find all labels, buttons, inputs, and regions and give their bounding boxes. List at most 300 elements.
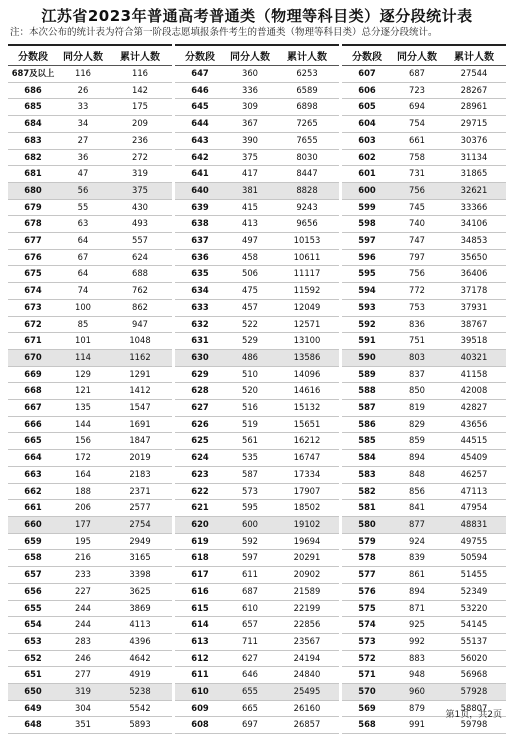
cumulative-count-cell: 430 [108, 199, 172, 216]
cumulative-count-cell: 557 [108, 233, 172, 250]
score-cell: 640 [175, 182, 225, 199]
same-score-count-cell: 894 [392, 583, 442, 600]
same-score-count-cell: 26 [58, 82, 108, 99]
table-row [175, 116, 339, 133]
table-row [8, 182, 172, 199]
same-score-count-cell: 597 [225, 550, 275, 567]
same-score-count-cell: 797 [392, 249, 442, 266]
cumulative-count-cell: 58807 [442, 700, 506, 717]
score-cell: 577 [342, 567, 392, 584]
cumulative-count-cell: 10611 [275, 249, 339, 266]
table-row [175, 583, 339, 600]
same-score-count-cell: 877 [392, 516, 442, 533]
score-cell: 578 [342, 550, 392, 567]
cumulative-count-cell: 8030 [275, 149, 339, 166]
table-row [342, 233, 506, 250]
score-cell: 657 [8, 567, 58, 584]
score-cell: 687及以上 [8, 66, 58, 83]
table-row [175, 266, 339, 283]
score-cell: 594 [342, 283, 392, 300]
table-row [8, 233, 172, 250]
table-row [342, 400, 506, 417]
cumulative-count-cell: 32621 [442, 182, 506, 199]
cumulative-count-cell: 6253 [275, 66, 339, 83]
same-score-count-cell: 687 [225, 583, 275, 600]
table-row [342, 182, 506, 199]
table-row [175, 366, 339, 383]
table-row [8, 483, 172, 500]
table-row [175, 132, 339, 149]
table-row [8, 550, 172, 567]
table-row [175, 216, 339, 233]
table-row [342, 166, 506, 183]
cumulative-count-cell: 56020 [442, 650, 506, 667]
cumulative-count-cell: 762 [108, 283, 172, 300]
same-score-count-cell: 561 [225, 433, 275, 450]
table-row [175, 717, 339, 734]
table-row [8, 199, 172, 216]
score-cell: 632 [175, 316, 225, 333]
table-row [8, 316, 172, 333]
score-cell: 653 [8, 633, 58, 650]
table-row [175, 66, 339, 83]
cumulative-count-cell: 57928 [442, 684, 506, 701]
table-row [8, 216, 172, 233]
cumulative-count-cell: 2183 [108, 466, 172, 483]
score-cell: 627 [175, 400, 225, 417]
same-score-count-cell: 55 [58, 199, 108, 216]
cumulative-count-cell: 175 [108, 99, 172, 116]
score-cell: 612 [175, 650, 225, 667]
table-row [342, 132, 506, 149]
same-score-count-cell: 756 [392, 266, 442, 283]
score-cell: 669 [8, 366, 58, 383]
same-score-count-cell: 129 [58, 366, 108, 383]
table-row [8, 99, 172, 116]
score-cell: 592 [342, 316, 392, 333]
same-score-count-cell: 520 [225, 383, 275, 400]
cumulative-count-cell: 17907 [275, 483, 339, 500]
same-score-count-cell: 661 [392, 132, 442, 149]
cumulative-count-cell: 2949 [108, 533, 172, 550]
table-row [8, 667, 172, 684]
score-cell: 598 [342, 216, 392, 233]
cumulative-count-cell: 27544 [442, 66, 506, 83]
same-score-count-cell: 216 [58, 550, 108, 567]
table-row [342, 633, 506, 650]
cumulative-count-cell: 1291 [108, 366, 172, 383]
table-row [342, 116, 506, 133]
table-header-row [342, 45, 506, 66]
same-score-count-cell: 837 [392, 366, 442, 383]
cumulative-count-cell: 47113 [442, 483, 506, 500]
same-score-count-cell: 894 [392, 450, 442, 467]
score-table-1 [8, 44, 172, 734]
same-score-count-cell: 64 [58, 233, 108, 250]
table-row [175, 516, 339, 533]
cumulative-count-cell: 39518 [442, 333, 506, 350]
table-row [175, 567, 339, 584]
score-cell: 585 [342, 433, 392, 450]
cumulative-count-cell: 41158 [442, 366, 506, 383]
cumulative-count-cell: 6898 [275, 99, 339, 116]
same-score-count-cell: 413 [225, 216, 275, 233]
table-row [8, 249, 172, 266]
table-row [342, 249, 506, 266]
same-score-count-cell: 360 [225, 66, 275, 83]
score-cell: 583 [342, 466, 392, 483]
same-score-count-cell: 309 [225, 99, 275, 116]
cumulative-count-cell: 37931 [442, 299, 506, 316]
table-row [342, 383, 506, 400]
same-score-count-cell: 592 [225, 533, 275, 550]
table-row [342, 416, 506, 433]
score-cell: 626 [175, 416, 225, 433]
score-cell: 574 [342, 617, 392, 634]
table-row [175, 383, 339, 400]
score-cell: 611 [175, 667, 225, 684]
cumulative-count-cell: 29715 [442, 116, 506, 133]
cumulative-count-cell: 7265 [275, 116, 339, 133]
table-row [8, 583, 172, 600]
cumulative-count-cell: 16747 [275, 450, 339, 467]
table-row [175, 400, 339, 417]
score-cell: 672 [8, 316, 58, 333]
cumulative-count-cell: 8447 [275, 166, 339, 183]
same-score-count-cell: 246 [58, 650, 108, 667]
cumulative-count-cell: 8828 [275, 182, 339, 199]
cumulative-count-cell: 1547 [108, 400, 172, 417]
same-score-count-cell: 861 [392, 567, 442, 584]
table-row [175, 166, 339, 183]
table-row [342, 316, 506, 333]
cumulative-count-cell: 9656 [275, 216, 339, 233]
cumulative-count-cell: 2371 [108, 483, 172, 500]
cumulative-count-cell: 142 [108, 82, 172, 99]
same-score-count-cell: 841 [392, 500, 442, 517]
cumulative-count-cell: 21589 [275, 583, 339, 600]
table-row [175, 600, 339, 617]
same-score-count-cell: 646 [225, 667, 275, 684]
same-score-count-cell: 839 [392, 550, 442, 567]
score-cell: 682 [8, 149, 58, 166]
same-score-count-cell: 803 [392, 349, 442, 366]
same-score-count-cell: 836 [392, 316, 442, 333]
score-cell: 596 [342, 249, 392, 266]
tables-container [8, 44, 506, 734]
score-cell: 608 [175, 717, 225, 734]
table-row [342, 366, 506, 383]
score-cell: 629 [175, 366, 225, 383]
cumulative-count-cell: 26857 [275, 717, 339, 734]
table-row [8, 466, 172, 483]
same-score-count-cell: 510 [225, 366, 275, 383]
table-row [8, 266, 172, 283]
table-header-row [175, 45, 339, 66]
same-score-count-cell: 829 [392, 416, 442, 433]
same-score-count-cell: 206 [58, 500, 108, 517]
table-row [342, 283, 506, 300]
same-score-count-cell: 195 [58, 533, 108, 550]
cumulative-count-cell: 493 [108, 216, 172, 233]
cumulative-count-cell: 236 [108, 132, 172, 149]
score-cell: 659 [8, 533, 58, 550]
score-cell: 675 [8, 266, 58, 283]
cumulative-count-cell: 14096 [275, 366, 339, 383]
table-row [175, 450, 339, 467]
table-row [342, 466, 506, 483]
table-row [8, 366, 172, 383]
table-row [175, 316, 339, 333]
same-score-count-cell: 819 [392, 400, 442, 417]
table-row [342, 199, 506, 216]
same-score-count-cell: 871 [392, 600, 442, 617]
cumulative-count-cell: 13100 [275, 333, 339, 350]
table-row [8, 416, 172, 433]
column-header: 同分人数 [58, 45, 108, 66]
score-cell: 671 [8, 333, 58, 350]
same-score-count-cell: 34 [58, 116, 108, 133]
cumulative-count-cell: 116 [108, 66, 172, 83]
cumulative-count-cell: 947 [108, 316, 172, 333]
cumulative-count-cell: 5893 [108, 717, 172, 734]
table-row [8, 617, 172, 634]
cumulative-count-cell: 6589 [275, 82, 339, 99]
same-score-count-cell: 529 [225, 333, 275, 350]
table-row [175, 283, 339, 300]
same-score-count-cell: 36 [58, 149, 108, 166]
table-row [175, 233, 339, 250]
score-cell: 623 [175, 466, 225, 483]
cumulative-count-cell: 5542 [108, 700, 172, 717]
cumulative-count-cell: 4113 [108, 617, 172, 634]
score-cell: 589 [342, 366, 392, 383]
score-cell: 681 [8, 166, 58, 183]
cumulative-count-cell: 24840 [275, 667, 339, 684]
same-score-count-cell: 33 [58, 99, 108, 116]
score-table-3 [342, 44, 506, 734]
same-score-count-cell: 756 [392, 182, 442, 199]
same-score-count-cell: 497 [225, 233, 275, 250]
page-footer: 第1页，共2页 [445, 710, 502, 720]
table-header-row [8, 45, 172, 66]
same-score-count-cell: 535 [225, 450, 275, 467]
cumulative-count-cell: 688 [108, 266, 172, 283]
same-score-count-cell: 375 [225, 149, 275, 166]
score-cell: 638 [175, 216, 225, 233]
cumulative-count-cell: 1162 [108, 349, 172, 366]
score-cell: 591 [342, 333, 392, 350]
table-row [175, 199, 339, 216]
score-table-2 [175, 44, 339, 734]
score-cell: 575 [342, 600, 392, 617]
same-score-count-cell: 367 [225, 116, 275, 133]
table-row [342, 149, 506, 166]
same-score-count-cell: 595 [225, 500, 275, 517]
same-score-count-cell: 85 [58, 316, 108, 333]
same-score-count-cell: 754 [392, 116, 442, 133]
score-cell: 683 [8, 132, 58, 149]
score-cell: 624 [175, 450, 225, 467]
cumulative-count-cell: 1048 [108, 333, 172, 350]
same-score-count-cell: 63 [58, 216, 108, 233]
score-cell: 580 [342, 516, 392, 533]
cumulative-count-cell: 4396 [108, 633, 172, 650]
score-cell: 654 [8, 617, 58, 634]
score-cell: 586 [342, 416, 392, 433]
same-score-count-cell: 144 [58, 416, 108, 433]
score-cell: 617 [175, 567, 225, 584]
score-cell: 601 [342, 166, 392, 183]
score-cell: 620 [175, 516, 225, 533]
same-score-count-cell: 694 [392, 99, 442, 116]
table-row [175, 249, 339, 266]
cumulative-count-cell: 48831 [442, 516, 506, 533]
table-row [342, 516, 506, 533]
score-cell: 597 [342, 233, 392, 250]
same-score-count-cell: 27 [58, 132, 108, 149]
score-cell: 630 [175, 349, 225, 366]
table-row [8, 717, 172, 734]
table-row [175, 667, 339, 684]
cumulative-count-cell: 2754 [108, 516, 172, 533]
same-score-count-cell: 457 [225, 299, 275, 316]
same-score-count-cell: 172 [58, 450, 108, 467]
same-score-count-cell: 486 [225, 349, 275, 366]
same-score-count-cell: 948 [392, 667, 442, 684]
same-score-count-cell: 745 [392, 199, 442, 216]
score-cell: 610 [175, 684, 225, 701]
cumulative-count-cell: 1691 [108, 416, 172, 433]
cumulative-count-cell: 1847 [108, 433, 172, 450]
table-row [342, 333, 506, 350]
score-cell: 676 [8, 249, 58, 266]
table-row [175, 99, 339, 116]
same-score-count-cell: 47 [58, 166, 108, 183]
table-row [175, 650, 339, 667]
same-score-count-cell: 992 [392, 633, 442, 650]
score-cell: 609 [175, 700, 225, 717]
score-cell: 667 [8, 400, 58, 417]
score-cell: 662 [8, 483, 58, 500]
same-score-count-cell: 227 [58, 583, 108, 600]
same-score-count-cell: 925 [392, 617, 442, 634]
score-cell: 686 [8, 82, 58, 99]
same-score-count-cell: 135 [58, 400, 108, 417]
same-score-count-cell: 121 [58, 383, 108, 400]
cumulative-count-cell: 25495 [275, 684, 339, 701]
same-score-count-cell: 277 [58, 667, 108, 684]
cumulative-count-cell: 2577 [108, 500, 172, 517]
same-score-count-cell: 665 [225, 700, 275, 717]
cumulative-count-cell: 26160 [275, 700, 339, 717]
cumulative-count-cell: 44515 [442, 433, 506, 450]
table-row [342, 567, 506, 584]
cumulative-count-cell: 20902 [275, 567, 339, 584]
table-row [342, 600, 506, 617]
table-row [8, 116, 172, 133]
same-score-count-cell: 711 [225, 633, 275, 650]
cumulative-count-cell: 3165 [108, 550, 172, 567]
table-row [342, 266, 506, 283]
same-score-count-cell: 610 [225, 600, 275, 617]
cumulative-count-cell: 11117 [275, 266, 339, 283]
cumulative-count-cell: 30376 [442, 132, 506, 149]
table-row [175, 533, 339, 550]
cumulative-count-cell: 20291 [275, 550, 339, 567]
table-row [175, 700, 339, 717]
score-cell: 599 [342, 199, 392, 216]
cumulative-count-cell: 51455 [442, 567, 506, 584]
same-score-count-cell: 879 [392, 700, 442, 717]
cumulative-count-cell: 2019 [108, 450, 172, 467]
same-score-count-cell: 74 [58, 283, 108, 300]
table-row [8, 166, 172, 183]
cumulative-count-cell: 3398 [108, 567, 172, 584]
cumulative-count-cell: 42008 [442, 383, 506, 400]
cumulative-count-cell: 22199 [275, 600, 339, 617]
table-row [8, 132, 172, 149]
score-cell: 636 [175, 249, 225, 266]
column-header: 分数段 [175, 45, 225, 66]
score-cell: 615 [175, 600, 225, 617]
same-score-count-cell: 244 [58, 617, 108, 634]
score-cell: 679 [8, 199, 58, 216]
score-cell: 678 [8, 216, 58, 233]
score-cell: 661 [8, 500, 58, 517]
score-cell: 613 [175, 633, 225, 650]
table-row [175, 416, 339, 433]
score-cell: 621 [175, 500, 225, 517]
same-score-count-cell: 573 [225, 483, 275, 500]
score-cell: 645 [175, 99, 225, 116]
score-cell: 656 [8, 583, 58, 600]
same-score-count-cell: 64 [58, 266, 108, 283]
same-score-count-cell: 114 [58, 349, 108, 366]
same-score-count-cell: 697 [225, 717, 275, 734]
same-score-count-cell: 747 [392, 233, 442, 250]
table-row [342, 82, 506, 99]
score-cell: 641 [175, 166, 225, 183]
score-cell: 642 [175, 149, 225, 166]
table-row [342, 216, 506, 233]
same-score-count-cell: 283 [58, 633, 108, 650]
same-score-count-cell: 758 [392, 149, 442, 166]
table-row [175, 349, 339, 366]
column-header: 累计人数 [275, 45, 339, 66]
same-score-count-cell: 848 [392, 466, 442, 483]
score-cell: 680 [8, 182, 58, 199]
score-cell: 664 [8, 450, 58, 467]
cumulative-count-cell: 209 [108, 116, 172, 133]
score-cell: 631 [175, 333, 225, 350]
table-row [8, 700, 172, 717]
same-score-count-cell: 351 [58, 717, 108, 734]
table-row [8, 567, 172, 584]
page-title: 江苏省2023年普通高考普通类（物理等科目类）逐分段统计表 [41, 7, 473, 25]
same-score-count-cell: 731 [392, 166, 442, 183]
score-cell: 593 [342, 299, 392, 316]
table-row [8, 82, 172, 99]
score-cell: 616 [175, 583, 225, 600]
score-cell: 590 [342, 349, 392, 366]
table-row [342, 533, 506, 550]
cumulative-count-cell: 38767 [442, 316, 506, 333]
cumulative-count-cell: 28961 [442, 99, 506, 116]
same-score-count-cell: 960 [392, 684, 442, 701]
table-row [342, 99, 506, 116]
table-row [8, 349, 172, 366]
